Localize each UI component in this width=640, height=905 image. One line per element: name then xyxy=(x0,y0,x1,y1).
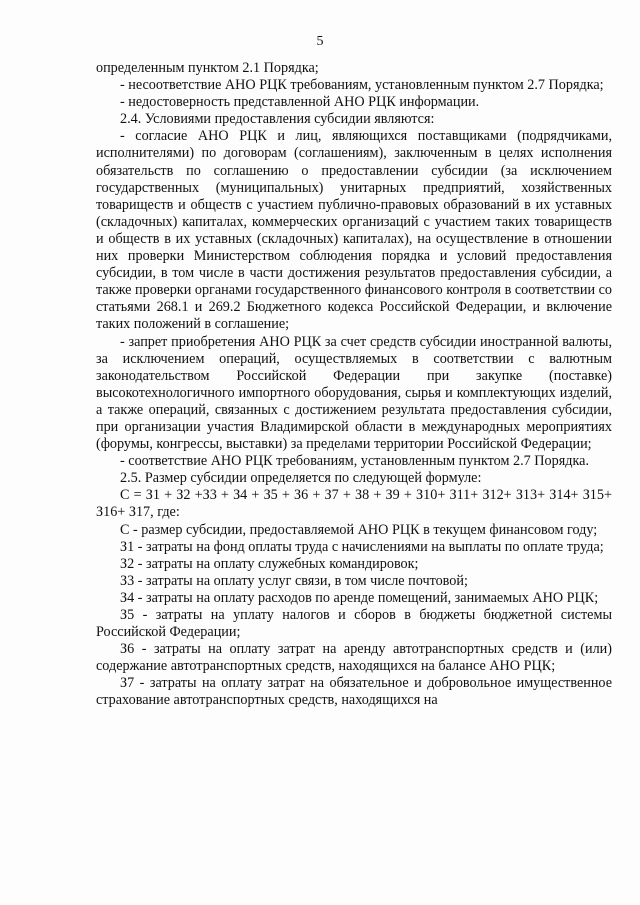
paragraph: - несоответствие АНО РЦК требованиям, установленным пунктом 2.7 Порядка; xyxy=(120,77,604,94)
paragraph: З4 - затраты на оплату расходов по аренде помещений, занимаемых АНО РЦК; xyxy=(120,589,599,606)
paragraph: 2.4. Условиями предоставления субсидии являются: xyxy=(120,111,435,128)
paragraph: З2 - затраты на оплату служебных командировок; xyxy=(120,555,419,572)
paragraph: З1 - затраты на фонд оплаты труда с начислениями на выплаты по оплате труда; xyxy=(120,538,604,555)
paragraph: 2.5. Размер субсидии определяется по следующей формуле: xyxy=(120,470,482,487)
document-body xyxy=(96,60,612,710)
paragraph: З7 - затраты на оплату затрат на обязательное и добровольное имущественное страхование автотранспортных средств, находящихся на xyxy=(96,675,612,709)
paragraph: - согласие АНО РЦК и лиц, являющихся поставщиками (подрядчиками, исполнителями) по договорам (соглашениям), заключенным в целях исполнения обязательств по соглашению о предоставлении субсидии (за исключением государственных (муниципальных) унитарных предприятий, хозяйственных товариществ и обществ с участием публично-правовых образований в их уставных (складочных) капиталах, коммерческих организаций с участием таких товариществ и обществ в их уставных (складочных) капиталах), на осуществление в отношении них проверки Министерством соблюдения порядка и условий предоставления субсидии, в том числе в части достижения результатов предоставления субсидии, а также проверки органами государственного финансового контроля в соответствии со статьями 268.1 и 269.2 Бюджетного кодекса Российской Федерации, и включение таких положений в соглашение; xyxy=(96,128,612,333)
paragraph: - запрет приобретения АНО РЦК за счет средств субсидии иностранной валюты, за исключением операций, осуществляемых в соответствии с валютным законодательством Российской Федерации при закупке (поставке) высокотехнологичного импортного оборудования, сырья и комплектующих изделий, а также операций, связанных с достижением результата предоставления субсидии, при организации участия Владимирской области в международных мероприятиях (форумы, конгрессы, выставки) за пределами территории Российской Федерации; xyxy=(96,333,612,453)
paragraph: - недостоверность представленной АНО РЦК информации. xyxy=(120,94,480,111)
paragraph: З3 - затраты на оплату услуг связи, в том числе почтовой; xyxy=(120,572,468,589)
paragraph: З6 - затраты на оплату затрат на аренду автотранспортных средств и (или) содержание автотранспортных средств, находящихся на балансе АНО РЦК; xyxy=(96,641,612,675)
page-number: 5 xyxy=(316,34,324,49)
paragraph: - соответствие АНО РЦК требованиям, установленным пунктом 2.7 Порядка. xyxy=(120,453,589,470)
paragraph: определенным пунктом 2.1 Порядка; xyxy=(96,60,319,76)
paragraph: С - размер субсидии, предоставляемой АНО РЦК в текущем финансовом году; xyxy=(120,521,598,538)
paragraph: З5 - затраты на уплату налогов и сборов в бюджеты бюджетной системы Российской Федерации; xyxy=(96,607,612,641)
formula: С = З1 + З2 +З3 + З4 + З5 + З6 + З7 + З8 + З9 + З10+ З11+ З12+ З13+ З14+ З15+ З16+ З17, где: xyxy=(96,487,612,521)
